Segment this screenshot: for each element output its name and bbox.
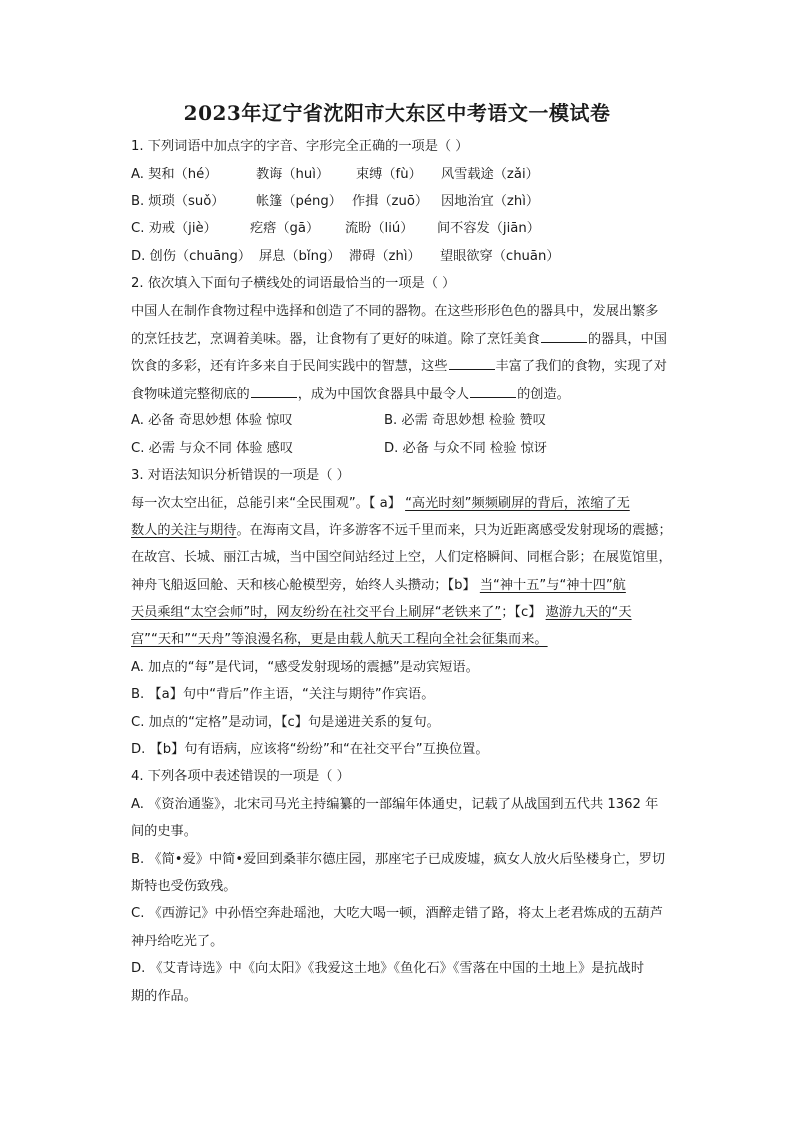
q1-option-a-1: A. 契和（hé） (131, 167, 218, 182)
q1-option-c-3: 流盼（liú） (345, 221, 414, 236)
q3-passage-line-5: 天员乘组“太空会师”时，网友纷纷在社交平台上刷屏“老铁来了”；【c】 遨游九天的“天 (131, 605, 632, 620)
q4-option-c-line-1: C. 《西游记》中孙悟空奔赴瑶池，大吃大喝一顿，酒醉走错了路，将太上老君炼成的五葫芦 (131, 906, 663, 921)
q3-option-b: B. 【a】句中“背后”作主语，“关注与期待”作宾语。 (131, 687, 435, 702)
q3-passage-line-4: 神舟飞船返回舱、天和核心舱模型旁，始终人头攒动；【b】 当“神十五”与“神十四”航 (131, 578, 626, 593)
answer-blank (251, 385, 297, 398)
q1-option-a-4: 风雪载途（zǎi） (441, 167, 539, 182)
q3-option-c: C. 加点的“定格”是动词，【c】句是递进关系的复句。 (131, 715, 440, 730)
q3-passage-line-2: 数人的关注与期待。在海南文昌，许多游客不远千里而来，只为近距离感受发射现场的震撼； (131, 523, 672, 538)
answer-blank (541, 330, 587, 343)
q2-option-c: C. 必需 与众不同 体验 感叹 (131, 441, 294, 456)
q3-passage-line-3: 在故宫、长城、丽江古城，当中国空间站经过上空，人们定格瞬间、同框合影；在展览馆里， (131, 550, 672, 565)
q2-option-a: A. 必备 奇思妙想 体验 惊叹 (131, 413, 293, 428)
q3-option-a: A. 加点的“每”是代词，“感受发射现场的震撼”是动宾短语。 (131, 660, 479, 675)
q4-option-d-line-1: D. 《艾青诗选》中《向太阳》《我爱这土地》《鱼化石》《雪落在中国的土地上》是抗战时 (131, 961, 645, 976)
q1-option-c-1: C. 劝戒（jiè） (131, 221, 217, 236)
q1-option-b-2: 帐篷（péng） (256, 194, 342, 209)
q1-option-a-2: 教诲（huì） (256, 167, 330, 182)
q1-option-b-1: B. 烦琐（suǒ） (131, 194, 225, 209)
q3-option-d: D. 【b】句有语病，应该将“纷纷”和“在社交平台”互换位置。 (131, 742, 489, 757)
q1-option-d-1: D. 创伤（chuāng） (131, 249, 252, 264)
q1-option-c-4: 间不容发（jiān） (437, 221, 540, 236)
q2-option-d: D. 必备 与众不同 检验 惊讶 (384, 441, 547, 456)
q4-option-c-line-2: 神丹给吃光了。 (131, 934, 224, 949)
q4-stem: 4. 下列各项中表述错误的一项是（ ） (131, 769, 350, 784)
q1-option-b-3: 作揖（zuō） (352, 194, 429, 209)
q4-option-a-line-1: A. 《资治通鉴》，北宋司马光主持编纂的一部编年体通史，记载了从战国到五代共 1362 年 (131, 797, 659, 812)
answer-blank (470, 385, 516, 398)
q4-option-a-line-2: 间的史事。 (131, 824, 197, 839)
q1-stem: 1. 下列词语中加点字的字音、字形完全正确的一项是（ ） (131, 139, 469, 154)
q2-option-b: B. 必需 奇思妙想 检验 赞叹 (384, 413, 546, 428)
q3-passage-line-1: 每一次太空出征，总能引来“全民围观”。【 a】 “高光时刻”频频刷屏的背后，浓缩了无 (131, 496, 630, 511)
q4-option-b-line-2: 斯特也受伤致残。 (131, 879, 237, 894)
q1-option-d-4: 望眼欲穿（chuān） (440, 249, 560, 264)
q2-passage-line-1: 中国人在制作食物过程中选择和创造了不同的器物。在这些形形色色的器具中，发展出繁多 (131, 304, 659, 319)
q3-stem: 3. 对语法知识分析错误的一项是（ ） (131, 468, 350, 483)
q1-option-d-2: 屏息（bǐng） (259, 249, 341, 264)
q2-passage-line-4: 食物味道完整彻底的 ，成为中国饮食器具中最令人 的创造。 (131, 387, 570, 402)
q3-passage-line-6: 宫”“天和”“天舟”等浪漫名称，更是由载人航天工程向全社会征集而来。 (131, 632, 548, 647)
q2-passage-line-2: 的烹饪技艺，烹调着美味。器，让食物有了更好的味道。除了烹饪美食 的器具，中国 (131, 332, 667, 347)
q4-option-b-line-1: B. 《简•爱》中简•爱回到桑菲尔德庄园，那座宅子已成废墟，疯女人放火后坠楼身亡，罗切 (131, 852, 666, 867)
answer-blank (449, 357, 495, 370)
q1-option-c-2: 疙瘩（gā） (250, 221, 320, 236)
q1-option-d-3: 滞碍（zhì） (349, 249, 421, 264)
q1-option-a-3: 束缚（fù） (356, 167, 422, 182)
q2-stem: 2. 依次填入下面句子横线处的词语最恰当的一项是（ ） (131, 276, 456, 291)
q4-option-d-line-2: 期的作品。 (131, 989, 197, 1004)
q1-option-b-4: 因地治宜（zhì） (441, 194, 540, 209)
page-title: 2023年辽宁省沈阳市大东区中考语文一模试卷 (183, 101, 611, 125)
q2-passage-line-3: 饮食的多彩，还有许多来自于民间实践中的智慧，这些 丰富了我们的食物，实现了对 (131, 359, 667, 374)
